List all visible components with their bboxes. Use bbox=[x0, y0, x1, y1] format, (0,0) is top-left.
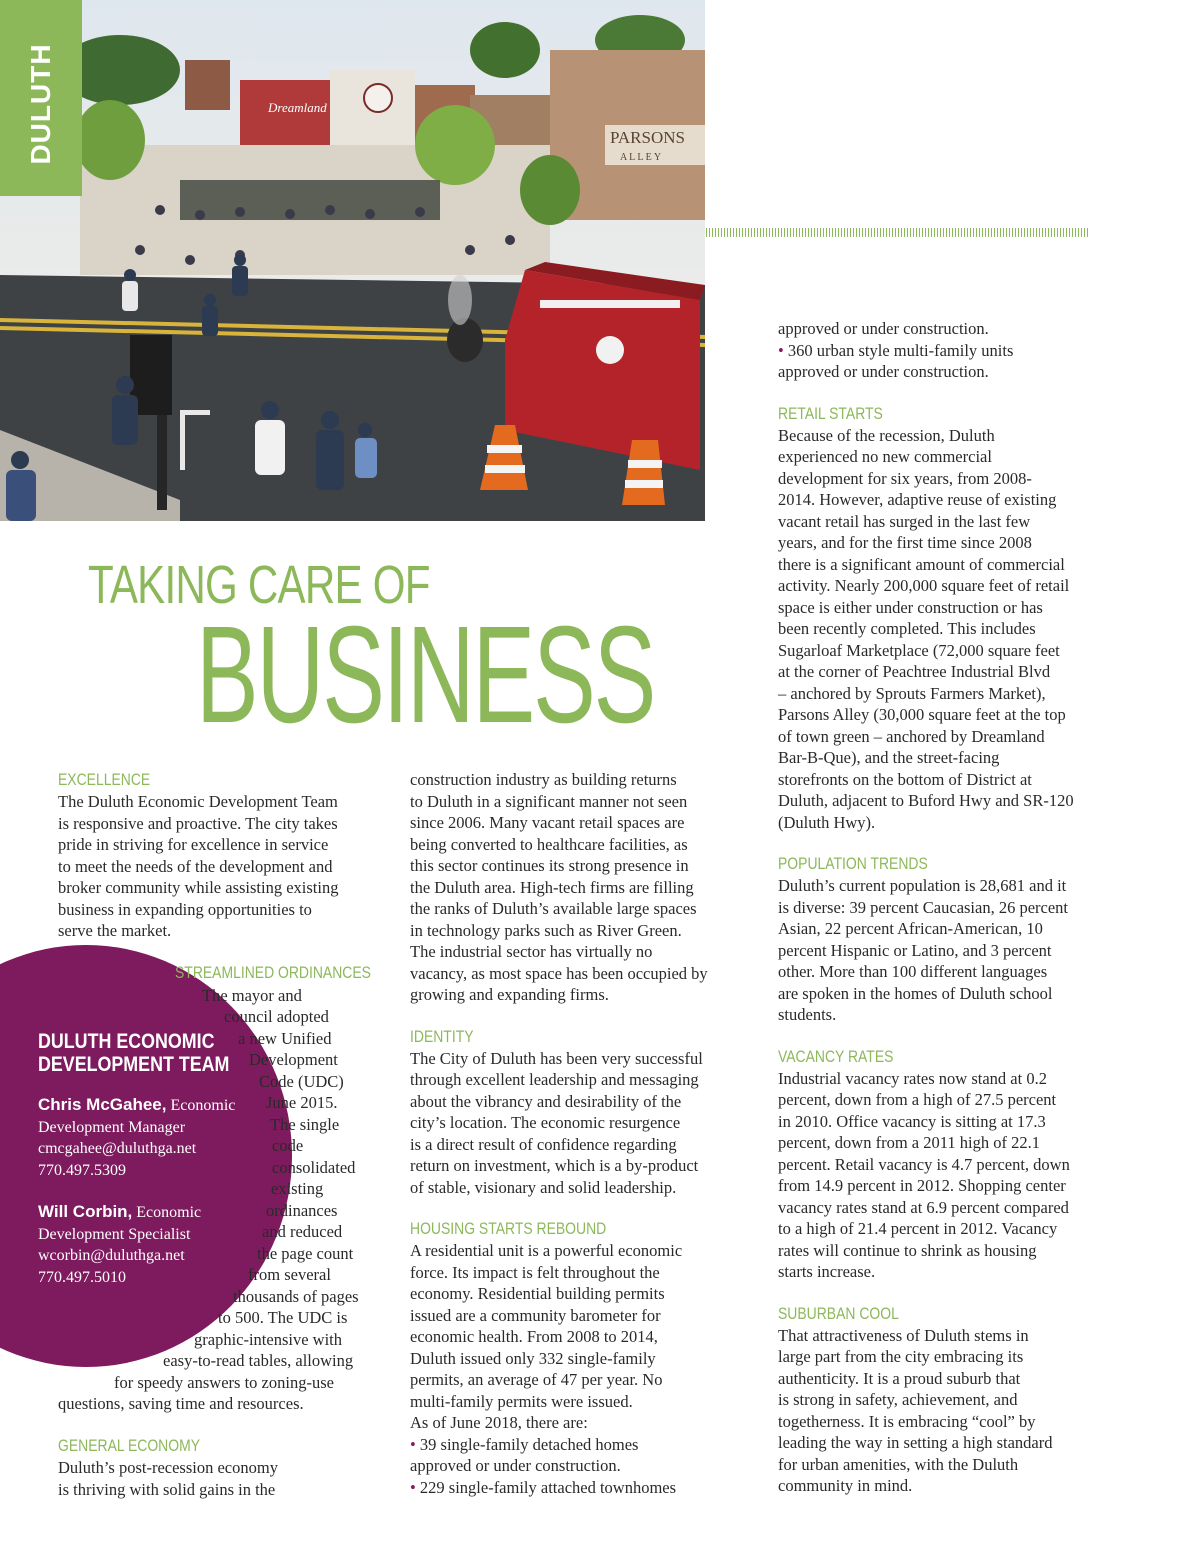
text-line: to 500. The UDC is bbox=[218, 1308, 348, 1327]
text-line: development for six years, from 2008- bbox=[778, 468, 1032, 488]
member-email[interactable]: wcorbin@duluthga.net bbox=[38, 1247, 185, 1264]
heading-vacancy: VACANCY RATES bbox=[778, 1046, 894, 1066]
text-line: togetherness. It is embracing “cool” by bbox=[778, 1411, 1036, 1431]
text-line: for speedy answers to zoning-use bbox=[114, 1373, 334, 1392]
member-name: Will Corbin, bbox=[38, 1202, 133, 1221]
heading-retail: RETAIL STARTS bbox=[778, 403, 883, 423]
team-box bbox=[38, 1030, 278, 1288]
text-line: permits, an average of 47 per year. No bbox=[410, 1370, 663, 1389]
text-line: return on investment, which is a by-product bbox=[410, 1156, 699, 1175]
text-line: The Duluth Economic Development Team bbox=[58, 792, 338, 811]
text-line: for urban amenities, with the Duluth bbox=[778, 1454, 1019, 1474]
text-line: approved or under construction. bbox=[778, 319, 989, 338]
text-line: through excellent leadership and messaging bbox=[410, 1070, 699, 1089]
text-line: is diverse: 39 percent Caucasian, 26 percent bbox=[778, 897, 1069, 917]
title-line1: TAKING CARE OF bbox=[88, 555, 430, 615]
text-line: construction industry as building returns bbox=[410, 770, 677, 789]
text-line: Development bbox=[249, 1050, 338, 1069]
text-line: (Duluth Hwy). bbox=[778, 812, 876, 832]
text-line: experienced no new commercial bbox=[778, 447, 992, 466]
bullet-text: 360 urban style multi-family units bbox=[783, 340, 1014, 360]
text-line: easy-to-read tables, allowing bbox=[163, 1351, 354, 1370]
text-line: The industrial sector has virtually no bbox=[410, 942, 653, 961]
text-line: to Duluth in a significant manner not seen bbox=[410, 791, 688, 811]
team-title-line1: DULUTH ECONOMIC bbox=[38, 1030, 215, 1053]
member-phone: 770.497.5010 bbox=[38, 1268, 126, 1286]
text-line: since 2006. Many vacant retail spaces are bbox=[410, 813, 685, 832]
text-line: the ranks of Duluth’s available large spaces bbox=[410, 899, 697, 918]
text-line: ordinances bbox=[266, 1201, 338, 1220]
text-line: space is either under construction or has bbox=[778, 597, 1043, 617]
text-line: Duluth’s current population is 28,681 and it bbox=[778, 876, 1067, 895]
text-line: broker community while assisting existing bbox=[58, 878, 339, 897]
text-line: That attractiveness of Duluth stems in bbox=[778, 1325, 1029, 1345]
text-line: June 2015. bbox=[266, 1093, 338, 1112]
text-line: authenticity. It is a proud suburb that bbox=[778, 1368, 1021, 1388]
text-line: students. bbox=[778, 1005, 837, 1024]
text-line: the Duluth area. High-tech firms are filling bbox=[410, 877, 694, 897]
bullet-text: 39 single-family detached homes bbox=[415, 1434, 639, 1454]
text-line: are spoken in the homes of Duluth school bbox=[778, 983, 1053, 1003]
right-column bbox=[778, 318, 1123, 1497]
text-line: about the vibrancy and desirability of the bbox=[410, 1091, 682, 1111]
middle-column bbox=[410, 769, 755, 1498]
heading-population: POPULATION TRENDS bbox=[778, 854, 928, 873]
text-line: vacant retail has surged in the last few bbox=[778, 511, 1031, 531]
text-line: Duluth, adjacent to Buford Hwy and SR-120 bbox=[778, 791, 1074, 810]
text-line: is a direct result of confidence regarding bbox=[410, 1134, 677, 1154]
text-line: is responsive and proactive. The city takes bbox=[58, 813, 338, 833]
text-line: serve the market. bbox=[58, 921, 172, 940]
text-line: other. More than 100 different languages bbox=[778, 962, 1048, 981]
text-line: economic health. From 2008 to 2014, bbox=[410, 1327, 658, 1346]
text-line: – anchored by Sprouts Farmers Market), bbox=[778, 683, 1046, 703]
text-line: been recently completed. This includes bbox=[778, 619, 1036, 638]
text-line: Duluth’s post-recession economy bbox=[58, 1458, 278, 1477]
text-line: storefronts on the bottom of District at bbox=[778, 769, 1032, 789]
text-line: Parsons Alley (30,000 square feet at the top bbox=[778, 705, 1066, 724]
text-line: Industrial vacancy rates now stand at 0.2 bbox=[778, 1068, 1047, 1088]
section-excellence bbox=[58, 769, 398, 942]
text-line: rates will continue to shrink as housing bbox=[778, 1240, 1037, 1260]
text-line: in technology parks such as River Green. bbox=[410, 920, 682, 940]
text-line: approved or under construction. bbox=[778, 362, 989, 381]
text-line: approved or under construction. bbox=[410, 1456, 621, 1475]
text-line: Asian, 22 percent African-American, 10 bbox=[778, 919, 1043, 938]
text-line: the page count bbox=[257, 1244, 354, 1263]
text-line: to a high of 21.4 percent in 2012. Vacancy bbox=[778, 1219, 1058, 1238]
text-line: vacancy, as most space has been occupied by bbox=[410, 963, 708, 983]
text-line: The mayor and bbox=[202, 986, 302, 1005]
text-line: city’s location. The economic resurgence bbox=[410, 1113, 681, 1132]
text-line: force. Its impact is felt throughout the bbox=[410, 1262, 660, 1282]
member-role: Economic bbox=[170, 1097, 236, 1114]
text-line: 2014. However, adaptive reuse of existing bbox=[778, 490, 1057, 509]
text-line: Because of the recession, Duluth bbox=[778, 425, 995, 445]
text-line: community in mind. bbox=[778, 1476, 913, 1495]
text-line: thousands of pages bbox=[233, 1287, 359, 1306]
bullet-text: 229 single-family attached townhomes bbox=[415, 1477, 677, 1497]
heading-excellence: EXCELLENCE bbox=[58, 770, 151, 789]
section-tab bbox=[0, 0, 82, 196]
text-line: leading the way in setting a high standard bbox=[778, 1433, 1053, 1452]
text-line: As of June 2018, there are: bbox=[410, 1413, 588, 1432]
title-line2: BUSINESS bbox=[196, 598, 655, 752]
text-line: a new Unified bbox=[238, 1029, 332, 1048]
member-name: Chris McGahee, bbox=[38, 1095, 167, 1114]
heading-streamlined: STREAMLINED ORDINANCES bbox=[175, 963, 371, 982]
text-line: growing and expanding firms. bbox=[410, 985, 609, 1004]
text-line: council adopted bbox=[224, 1007, 329, 1026]
member-email[interactable]: cmcgahee@duluthga.net bbox=[38, 1140, 197, 1157]
text-line: pride in striving for excellence in service bbox=[58, 835, 329, 854]
heading-general-economy: GENERAL ECONOMY bbox=[58, 1436, 201, 1455]
dreamland-sign: Dreamland bbox=[268, 100, 327, 115]
text-line: at the corner of Peachtree Industrial Blvd bbox=[778, 662, 1051, 681]
text-line: Bar-B-Que), and the street-facing bbox=[778, 748, 1000, 767]
member-role: Economic bbox=[136, 1204, 202, 1221]
text-line: graphic-intensive with bbox=[194, 1330, 343, 1349]
text-line: being converted to healthcare facilities, as bbox=[410, 834, 688, 854]
text-line: in 2010. Office vacancy is sitting at 17.3 bbox=[778, 1111, 1046, 1131]
text-line: years, and for the first time since 2008 bbox=[778, 533, 1032, 552]
heading-housing: HOUSING STARTS REBOUND bbox=[410, 1219, 607, 1238]
text-line: The City of Duluth has been very successful bbox=[410, 1048, 703, 1068]
text-line: issued are a community barometer for bbox=[410, 1305, 661, 1325]
member-role-cont: Development Specialist bbox=[38, 1225, 191, 1243]
text-line: is thriving with solid gains in the bbox=[58, 1479, 276, 1499]
alley-sign: A L L E Y bbox=[620, 152, 662, 163]
text-line: existing bbox=[271, 1179, 324, 1198]
text-line: there is a significant amount of commercial bbox=[778, 554, 1065, 574]
section-general-economy bbox=[58, 1435, 398, 1500]
text-line: of stable, visionary and solid leadership. bbox=[410, 1177, 677, 1197]
member-role-cont: Development Manager bbox=[38, 1118, 186, 1136]
text-line: large part from the city embracing its bbox=[778, 1347, 1024, 1366]
text-line: business in expanding opportunities to bbox=[58, 899, 312, 919]
heading-suburban: SUBURBAN COOL bbox=[778, 1303, 899, 1323]
parsons-sign: PARSONS bbox=[610, 128, 685, 147]
text-line: economy. Residential building permits bbox=[410, 1284, 665, 1303]
text-line: percent Hispanic or Latino, and 3 percent bbox=[778, 940, 1052, 960]
text-line: percent. Retail vacancy is 4.7 percent, down bbox=[778, 1154, 1070, 1174]
member-phone: 770.497.5309 bbox=[38, 1161, 126, 1179]
text-line: questions, saving time and resources. bbox=[58, 1394, 304, 1413]
section-tab-label: DULUTH bbox=[25, 43, 56, 165]
text-line: vacancy rates stand at 6.9 percent compared bbox=[778, 1197, 1069, 1217]
text-line: consolidated bbox=[272, 1158, 356, 1177]
bullet: • bbox=[410, 1477, 416, 1497]
bullet: • bbox=[410, 1434, 416, 1454]
text-line: code bbox=[272, 1136, 304, 1155]
text-line: Code (UDC) bbox=[259, 1072, 344, 1091]
text-line: percent, down from a high of 27.5 percent bbox=[778, 1090, 1057, 1109]
text-line: from several bbox=[248, 1265, 331, 1284]
text-line: to meet the needs of the development and bbox=[58, 856, 333, 876]
text-line: activity. Nearly 200,000 square feet of retail bbox=[778, 576, 1070, 595]
text-line: from 14.9 percent in 2012. Shopping center bbox=[778, 1176, 1066, 1195]
text-line: Duluth issued only 332 single-family bbox=[410, 1348, 656, 1368]
heading-identity: IDENTITY bbox=[410, 1026, 474, 1046]
text-line: is strong in safety, achievement, and bbox=[778, 1390, 1018, 1409]
text-line: this sector continues its strong presence in bbox=[410, 856, 689, 875]
text-line: percent, down from a 2011 high of 22.1 bbox=[778, 1133, 1040, 1152]
text-line: The single bbox=[270, 1115, 340, 1134]
team-title-line2: DEVELOPMENT TEAM bbox=[38, 1053, 230, 1076]
text-line: and reduced bbox=[262, 1222, 343, 1241]
text-line: starts increase. bbox=[778, 1262, 876, 1281]
bullet: • bbox=[778, 340, 784, 360]
text-line: A residential unit is a powerful economic bbox=[410, 1241, 683, 1260]
text-line: Sugarloaf Marketplace (72,000 square feet bbox=[778, 640, 1060, 660]
text-line: of town green – anchored by Dreamland bbox=[778, 726, 1045, 746]
dotted-divider bbox=[706, 228, 1088, 237]
street-photo bbox=[0, 0, 705, 521]
text-line: multi-family permits were issued. bbox=[410, 1391, 633, 1411]
